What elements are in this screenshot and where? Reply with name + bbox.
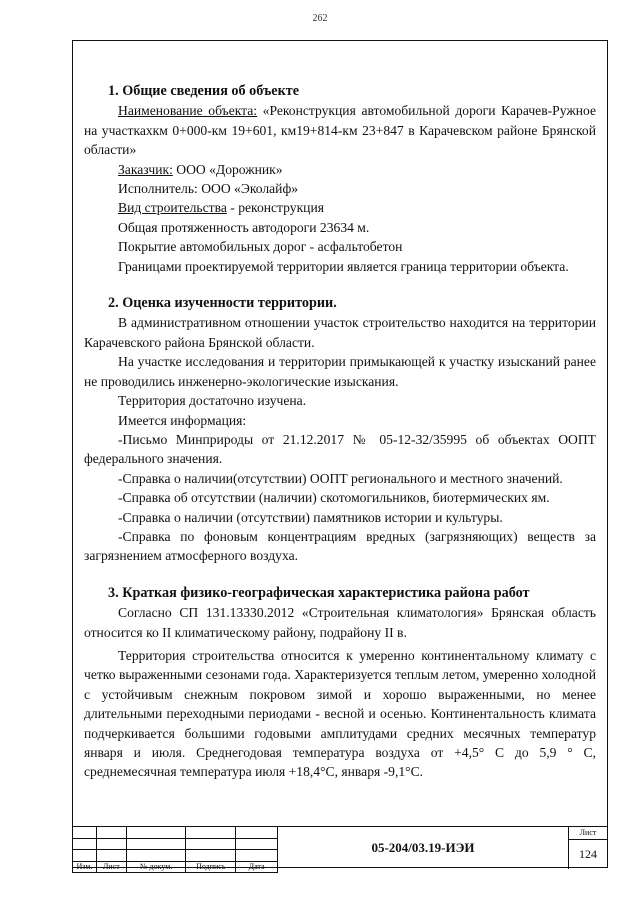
column-header: Изм. <box>73 861 97 873</box>
object-name-paragraph <box>84 101 596 159</box>
surface-line: Покрытие автомобильных дорог - асфальтобетон <box>118 239 403 255</box>
column-header: Подпись <box>186 861 236 873</box>
revision-table <box>72 826 278 873</box>
info-list-item: -Справка по фоновым концентрациям вредных (загрязняющих) веществ за загрязнением атмосферного воздуха. <box>84 528 596 564</box>
length-line: Общая протяженность автодороги 23634 м. <box>118 219 370 235</box>
customer-line <box>84 160 596 179</box>
page-number: 262 <box>312 13 328 24</box>
section-2-paragraph: В административном отношении участок строительство находится на территории Карачевского района Брянской области. <box>84 315 596 350</box>
section-3-heading: 3. Краткая физико-географическая характеристика района работ <box>108 584 530 601</box>
info-list-item: -Справка о наличии (отсутствии) памятников истории и культуры. <box>118 509 503 525</box>
info-list-item: -Справка об отсутствии (наличии) скотомогильников, биотермических ям. <box>118 490 550 506</box>
column-header: Лист <box>96 861 126 873</box>
info-list-item: -Письмо Минприроды от 21.12.2017 № 05-12-32/35995 об объектах ООПТ федерального значения. <box>84 431 596 467</box>
info-list-item: -Справка о наличии(отсутствии) ООПТ регионального и местного значений. <box>118 470 563 486</box>
document-body <box>84 82 596 782</box>
object-name-label: Наименование объекта: <box>118 103 258 119</box>
section-2-heading: 2. Оценка изученности территории. <box>108 295 337 312</box>
contractor-line: Исполнитель: ООО «Эколайф» <box>118 181 299 197</box>
sheet-number: 124 <box>579 847 597 861</box>
construction-type-label: Вид строительства <box>118 200 227 216</box>
section-1-heading: 1. Общие сведения об объекте <box>108 83 300 99</box>
section-2-paragraph: На участке исследования и территории примыкающей к участку изысканий ранее не проводились инженерно-экологические изыскания. <box>84 354 596 389</box>
section-2-paragraph: Территория достаточно изучена. <box>118 393 307 409</box>
section-2-paragraph: Имеется информация: <box>118 412 247 428</box>
object-name-value: «Реконструкция автомобильной дороги Карачев-Ружное на участкахкм 0+000-км 19+601, км19+814-км 23+847 в Карачевском районе Брянской области» <box>84 103 596 158</box>
document-code: 05-204/03.19-ИЭИ <box>278 826 569 869</box>
customer-label: Заказчик: <box>118 161 173 177</box>
customer-value: ООО «Дорожник» <box>172 161 283 177</box>
sheet-label: Лист <box>568 827 608 840</box>
construction-type-value: - реконструкция <box>226 200 324 216</box>
column-header: № докум. <box>126 861 186 873</box>
boundaries-line: Границами проектируемой территории является граница территории объекта. <box>118 258 569 274</box>
section-3-paragraph: Территория строительства относится к умеренно континентальному климату с четко выраженными сезонами года. Характеризуется теплым летом, умеренно холодной с устойчивым снежным покровом зимой и хорошо выраженными, но менее длительными переходными периодами - весной и осенью. Континентальность климата подчеркивается большими годовыми амплитудами средних месячных температур января и июля. Среднегодовая температура воздуха от +4,5° С до 5,9 ° С, среднемесячная температура июля +18,4°С, января -9,1°С. <box>84 647 596 780</box>
column-header: Дата <box>236 861 278 873</box>
title-block <box>72 826 608 872</box>
construction-type-line <box>84 198 596 217</box>
section-3-paragraph: Согласно СП 131.13330.2012 «Строительная климатология» Брянская область относится ко II климатическому району, подрайону II в. <box>84 605 596 640</box>
sheet-cell <box>568 826 608 869</box>
